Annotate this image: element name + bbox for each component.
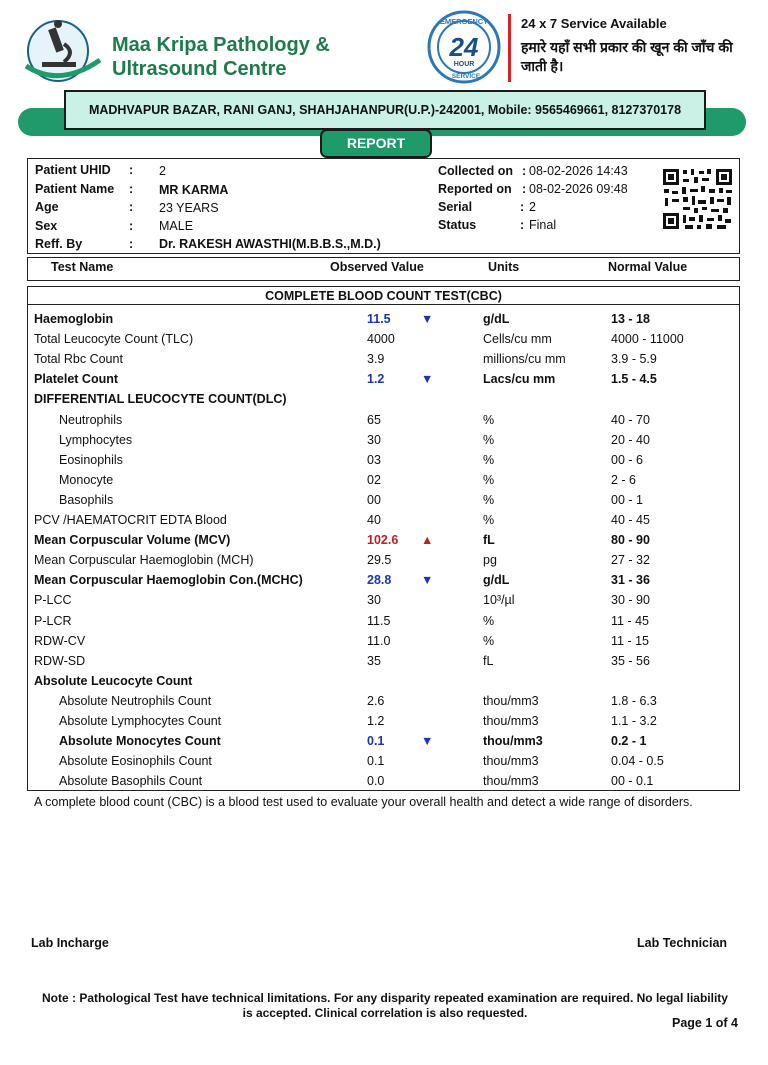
ref-label: Reff. By: [35, 237, 83, 251]
test-name: Haemoglobin: [34, 312, 114, 326]
lab-incharge-label: Lab Incharge: [31, 936, 109, 950]
test-name: Neutrophils: [59, 412, 123, 427]
status-colon: :: [520, 218, 525, 232]
unit: %: [483, 513, 495, 527]
test-name: Absolute Monocytes Count: [59, 734, 221, 749]
unit: %: [483, 633, 495, 648]
name-value: MR KARMA: [159, 183, 229, 197]
observed-value: 0.1: [367, 754, 385, 769]
table-row: [0, 350, 768, 370]
test-name: Eosinophils: [59, 452, 123, 467]
table-row: [0, 712, 768, 732]
normal-range: 40 - 45: [611, 513, 650, 527]
test-name: Mean Corpuscular Volume (MCV): [34, 533, 231, 548]
normal-range: 1.1 - 3.2: [611, 714, 657, 728]
unit: %: [483, 412, 495, 427]
normal-range: 31 - 36: [611, 573, 650, 588]
observed-value: 30: [367, 593, 381, 608]
normal-range: 11 - 15: [611, 633, 649, 648]
serial-label: Serial: [438, 200, 473, 214]
status-value: Final: [529, 218, 557, 232]
low-flag-icon: ▼: [421, 573, 434, 588]
table-row: [0, 672, 768, 692]
observed-value: 40: [367, 513, 381, 527]
normal-range: 0.04 - 0.5: [611, 754, 664, 769]
service-text: 24 x 7 Service Available: [521, 16, 667, 31]
test-name: Absolute Lymphocytes Count: [59, 714, 222, 728]
unit: thou/mm3: [483, 734, 543, 749]
normal-range: 80 - 90: [611, 533, 650, 548]
normal-range: 1.5 - 4.5: [611, 372, 657, 387]
unit: %: [483, 472, 495, 487]
table-row: [0, 511, 768, 531]
ref-value: Dr. RAKESH AWASTHI(M.B.B.S.,M.D.): [159, 237, 381, 251]
normal-range: 2 - 6: [611, 472, 637, 487]
observed-value: 30: [367, 432, 381, 447]
lab-technician-label: Lab Technician: [637, 936, 728, 950]
observed-value: 65: [367, 412, 381, 427]
normal-range: 11 - 45: [611, 613, 649, 628]
table-row: [0, 310, 768, 330]
report-label: REPORT: [320, 129, 432, 158]
sex-label: Sex: [35, 219, 58, 233]
observed-value: 3.9: [367, 352, 385, 367]
reported-label: Reported on: [438, 182, 512, 196]
test-name: Monocyte: [59, 472, 114, 487]
low-flag-icon: ▼: [421, 734, 434, 749]
collected-value: 08-02-2026 14:43: [529, 164, 628, 178]
table-row: [0, 431, 768, 451]
badge-top-text: EMERGENCY: [439, 17, 489, 26]
normal-range: 0.2 - 1: [611, 734, 647, 749]
normal-range: 30 - 90: [611, 593, 650, 608]
unit: %: [483, 452, 495, 467]
normal-range: 00 - 6: [611, 452, 643, 467]
test-name: RDW-CV: [34, 633, 86, 648]
normal-range: 13 - 18: [611, 312, 650, 326]
unit: 10³/µl: [483, 593, 515, 608]
cbc-note: A complete blood count (CBC) is a blood test used to evaluate your overall health and detect a wide range of disorders.: [34, 795, 693, 809]
24-hour-badge-icon: [424, 10, 504, 84]
observed-value: 11.5: [367, 312, 391, 326]
table-row: [0, 531, 768, 551]
table-row: [0, 471, 768, 491]
observed-value: 11.0: [367, 633, 391, 648]
table-row: [0, 772, 768, 792]
status-label: Status: [438, 218, 477, 232]
observed-value: 1.2: [367, 714, 385, 728]
table-row: [0, 411, 768, 431]
unit: g/dL: [483, 573, 510, 588]
test-name: Lymphocytes: [59, 432, 133, 447]
table-row: [0, 692, 768, 712]
unit: %: [483, 432, 495, 447]
age-colon: :: [129, 200, 134, 214]
table-row: [0, 732, 768, 752]
test-name: Absolute Eosinophils Count: [59, 754, 212, 769]
test-name: DIFFERENTIAL LEUCOCYTE COUNT(DLC): [34, 392, 287, 407]
normal-range: 20 - 40: [611, 432, 650, 447]
test-name: Basophils: [59, 492, 114, 507]
test-name: Absolute Neutrophils Count: [59, 693, 212, 708]
header-units: Units: [488, 260, 520, 274]
low-flag-icon: ▼: [421, 312, 434, 326]
uhid-value: 2: [159, 164, 166, 178]
normal-range: 4000 - 11000: [611, 332, 684, 347]
reported-value: 08-02-2026 09:48: [529, 182, 628, 196]
unit: thou/mm3: [483, 714, 539, 728]
ref-colon: :: [129, 237, 134, 251]
page-number: Page 1 of 4: [672, 1016, 738, 1030]
collected-colon: :: [522, 164, 527, 178]
observed-value: 35: [367, 653, 381, 668]
test-name: Absolute Leucocyte Count: [34, 673, 193, 688]
age-value: 23 YEARS: [159, 201, 219, 215]
unit: g/dL: [483, 312, 510, 326]
header-test-name: Test Name: [51, 260, 114, 274]
test-name: PCV /HAEMATOCRIT EDTA Blood: [34, 513, 227, 527]
reported-colon: :: [522, 182, 527, 196]
hindi-tagline: हमारे यहाँ सभी प्रकार की खून की जाँच की जाती है।: [521, 39, 733, 74]
observed-value: 28.8: [367, 573, 392, 588]
badge-number: 24: [449, 32, 479, 62]
table-row: [0, 612, 768, 632]
table-row: [0, 571, 768, 591]
uhid-colon: :: [129, 163, 134, 177]
normal-range: 40 - 70: [611, 412, 650, 427]
unit: fL: [483, 533, 495, 548]
header-observed-value: Observed Value: [330, 260, 424, 274]
header-normal-value: Normal Value: [608, 260, 688, 274]
address-box: MADHVAPUR BAZAR, RANI GANJ, SHAHJAHANPUR(U.P.)-242001, Mobile: 9565469661, 8127370178: [64, 90, 706, 130]
table-row: [0, 491, 768, 511]
normal-range: 3.9 - 5.9: [611, 352, 657, 367]
qr-code-icon: [661, 167, 734, 231]
unit: pg: [483, 553, 497, 568]
table-row: [0, 370, 768, 390]
age-label: Age: [35, 200, 59, 214]
observed-value: 0.1: [367, 734, 385, 749]
normal-range: 35 - 56: [611, 653, 650, 668]
test-name: P-LCR: [34, 613, 72, 628]
test-name: RDW-SD: [34, 653, 86, 668]
table-row: [0, 390, 768, 410]
unit: thou/mm3: [483, 754, 539, 769]
test-name: Total Rbc Count: [34, 352, 123, 367]
test-name: Mean Corpuscular Haemoglobin (MCH): [34, 553, 254, 568]
unit: fL: [483, 653, 494, 668]
observed-value: 102.6: [367, 533, 399, 548]
test-name: P-LCC: [34, 593, 72, 608]
unit: thou/mm3: [483, 774, 539, 789]
unit: thou/mm3: [483, 693, 539, 708]
unit: %: [483, 613, 495, 628]
observed-value: 1.2: [367, 372, 385, 387]
serial-colon: :: [520, 200, 525, 214]
unit: Lacs/cu mm: [483, 372, 556, 387]
table-row: [0, 330, 768, 350]
observed-value: 4000: [367, 332, 395, 347]
unit: %: [483, 492, 495, 507]
collected-label: Collected on: [438, 164, 514, 178]
observed-value: 0.0: [367, 774, 385, 789]
normal-range: 00 - 0.1: [611, 774, 654, 789]
table-row: [0, 551, 768, 571]
unit: Cells/cu mm: [483, 332, 552, 347]
footer-disclaimer: Note : Pathological Test have technical limitations. For any disparity repeated examination are required. No legal liability is accepted. Clinical correlation is also requested.: [42, 991, 728, 1020]
observed-value: 00: [367, 492, 381, 507]
sex-colon: :: [129, 219, 134, 233]
badge-bottom-text: SERVICE: [451, 73, 481, 80]
test-name: Platelet Count: [34, 372, 119, 387]
observed-value: 2.6: [367, 693, 385, 708]
brand-name: [112, 33, 330, 81]
test-name: Absolute Basophils Count: [59, 774, 203, 789]
observed-value: 29.5: [367, 553, 392, 568]
section-title: COMPLETE BLOOD COUNT TEST(CBC): [27, 286, 740, 305]
table-row: [0, 451, 768, 471]
table-row: [0, 591, 768, 611]
test-name: Total Leucocyte Count (TLC): [34, 332, 194, 347]
observed-value: 03: [367, 452, 381, 467]
table-row: [0, 652, 768, 672]
badge-hour-text: HOUR: [453, 61, 475, 68]
high-flag-icon: ▲: [421, 533, 434, 548]
name-colon: :: [129, 182, 134, 196]
observed-value: 02: [367, 472, 381, 487]
patient-info-box: [27, 158, 740, 254]
serial-value: 2: [529, 200, 536, 214]
normal-range: 00 - 1: [611, 492, 643, 507]
header-divider: [508, 14, 511, 82]
microscope-logo-icon: [20, 18, 104, 84]
low-flag-icon: ▼: [421, 372, 434, 387]
observed-value: 11.5: [367, 613, 391, 628]
brand-line1: Maa Kripa Pathology &: [112, 34, 330, 56]
uhid-label: Patient UHID: [35, 163, 111, 177]
brand-line2: Ultrasound Centre: [112, 58, 287, 80]
normal-range: 1.8 - 6.3: [611, 693, 657, 708]
table-row: [0, 752, 768, 772]
unit: millions/cu mm: [483, 352, 566, 367]
test-name: Mean Corpuscular Haemoglobin Con.(MCHC): [34, 573, 303, 588]
table-row: [0, 632, 768, 652]
name-label: Patient Name: [35, 182, 115, 196]
normal-range: 27 - 32: [611, 553, 650, 568]
sex-value: MALE: [159, 219, 194, 233]
